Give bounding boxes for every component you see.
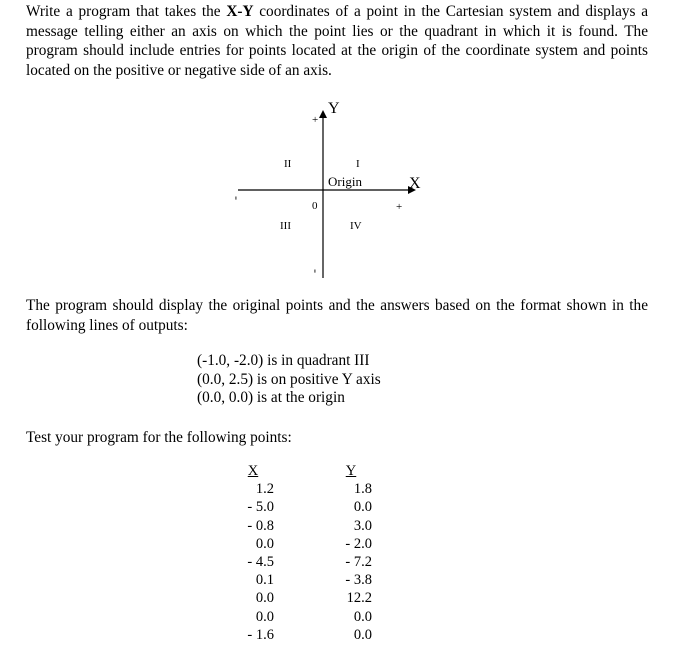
x-value: 1.2	[255, 481, 274, 498]
y-value: 0.0	[353, 499, 372, 516]
y-minus-label: -	[309, 269, 323, 273]
intro-text-2: coordinates of a point in the Cartesian system and displays a message telling either an axis on which the point lies or the quadrant in which it is found. The program should include entries for points located at the origin of the coordinate system and points located on the positive or negative side of an axis.	[26, 3, 648, 79]
y-column	[330, 462, 372, 644]
x-column	[232, 462, 274, 644]
x-value: - 0.8	[247, 517, 274, 534]
intro-bold-xy: X-Y	[226, 3, 254, 20]
x-minus-label: -	[230, 196, 244, 200]
sample-output-line: (0.0, 2.5) is on positive Y axis	[197, 370, 381, 388]
y-value: 3.0	[353, 517, 372, 534]
y-axis-label: Y	[328, 100, 340, 117]
quadrant-i-label: I	[356, 158, 360, 170]
x-plus-label: +	[396, 201, 403, 213]
x-value: - 5.0	[247, 499, 274, 516]
sample-output-line: (0.0, 0.0) is at the origin	[197, 389, 345, 406]
y-value: 12.2	[346, 590, 372, 607]
y-value: - 3.8	[345, 572, 372, 589]
y-column-header: Y	[345, 463, 357, 479]
x-value: - 4.5	[247, 554, 274, 571]
x-value: - 1.6	[247, 626, 274, 643]
quadrant-iii-label: III	[280, 220, 291, 232]
intro-paragraph	[26, 2, 648, 80]
x-value: 0.1	[255, 572, 274, 589]
x-column-header: X	[247, 463, 259, 479]
sample-output-line: (-1.0, -2.0) is in quadrant III	[197, 352, 370, 369]
y-value: - 2.0	[345, 535, 372, 552]
y-value: - 7.2	[345, 554, 372, 571]
y-value: 0.0	[353, 626, 372, 643]
x-value: 0.0	[255, 608, 274, 625]
x-axis-label: X	[409, 175, 421, 192]
x-value: 0.0	[255, 535, 274, 552]
quadrant-ii-label: II	[284, 158, 292, 170]
origin-zero-label: 0	[312, 200, 318, 212]
y-value: 1.8	[353, 481, 372, 498]
format-paragraph: The program should display the original points and the answers based on the format shown in the following lines of outputs:	[26, 297, 648, 334]
y-plus-label: +	[312, 114, 319, 126]
y-value: 0.0	[353, 608, 372, 625]
quadrant-iv-label: IV	[350, 220, 362, 232]
intro-text-1: Write a program that takes the	[26, 3, 227, 20]
origin-label: Origin	[328, 174, 362, 189]
test-paragraph: Test your program for the following points:	[26, 429, 292, 446]
x-value: 0.0	[255, 590, 274, 607]
sample-output-block	[197, 352, 381, 408]
